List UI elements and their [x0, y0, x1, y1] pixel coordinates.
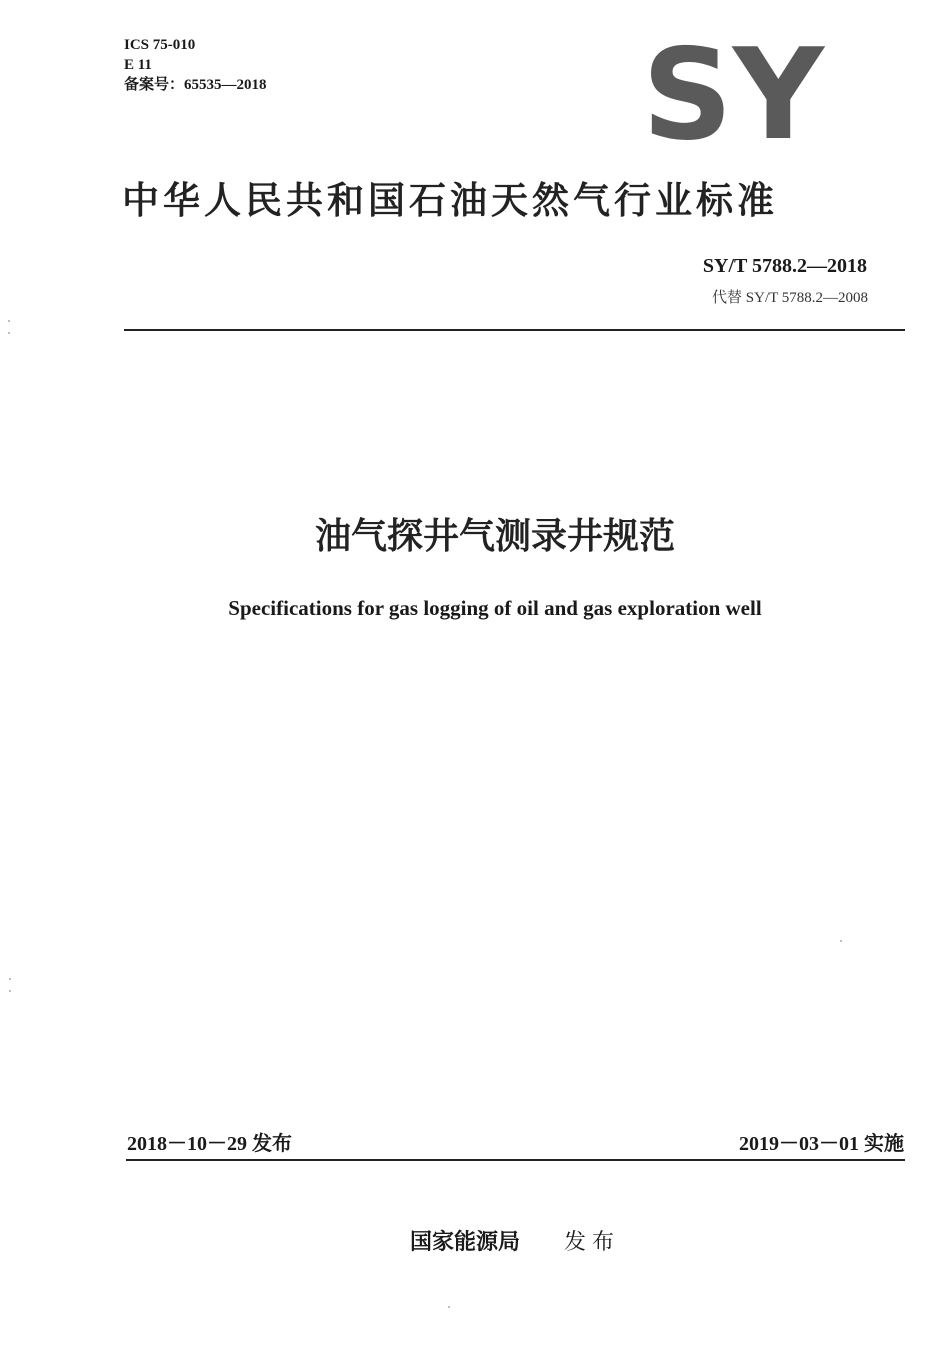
issuer-name: 国家能源局 [409, 1230, 520, 1255]
ccs-code: E 11 [124, 57, 152, 73]
ics-code: ICS 75-010 [124, 37, 196, 53]
scan-speck [448, 1306, 450, 1308]
scan-speck [8, 332, 10, 334]
filing-number: 备案号：65535—2018 [124, 77, 267, 93]
classification-block [124, 35, 267, 95]
standard-code: SY/T 5788.2—2018 [702, 255, 867, 277]
scan-speck [9, 978, 11, 980]
issuer-line [0, 1225, 950, 1256]
header-divider [124, 329, 905, 331]
standard-type-title: 中华人民共和国石油天然气行业标准 [122, 179, 778, 222]
logo-text: SY [642, 42, 826, 142]
scan-speck [8, 320, 10, 322]
issue-date: 2018－10－29 发布 [127, 1133, 292, 1155]
scan-speck [840, 940, 842, 942]
document-title-cn: 油气探井气测录井规范 [314, 516, 675, 557]
sy-logo [640, 42, 826, 142]
footer-divider [126, 1159, 905, 1161]
replaces-code: 代替 SY/T 5788.2—2008 [712, 290, 868, 306]
scan-speck [9, 990, 11, 992]
effective-date: 2019－03－01 实施 [739, 1133, 904, 1155]
issuer-action: 发布 [564, 1230, 621, 1255]
document-title-en: Specifications for gas logging of oil and gas exploration well [228, 596, 762, 620]
